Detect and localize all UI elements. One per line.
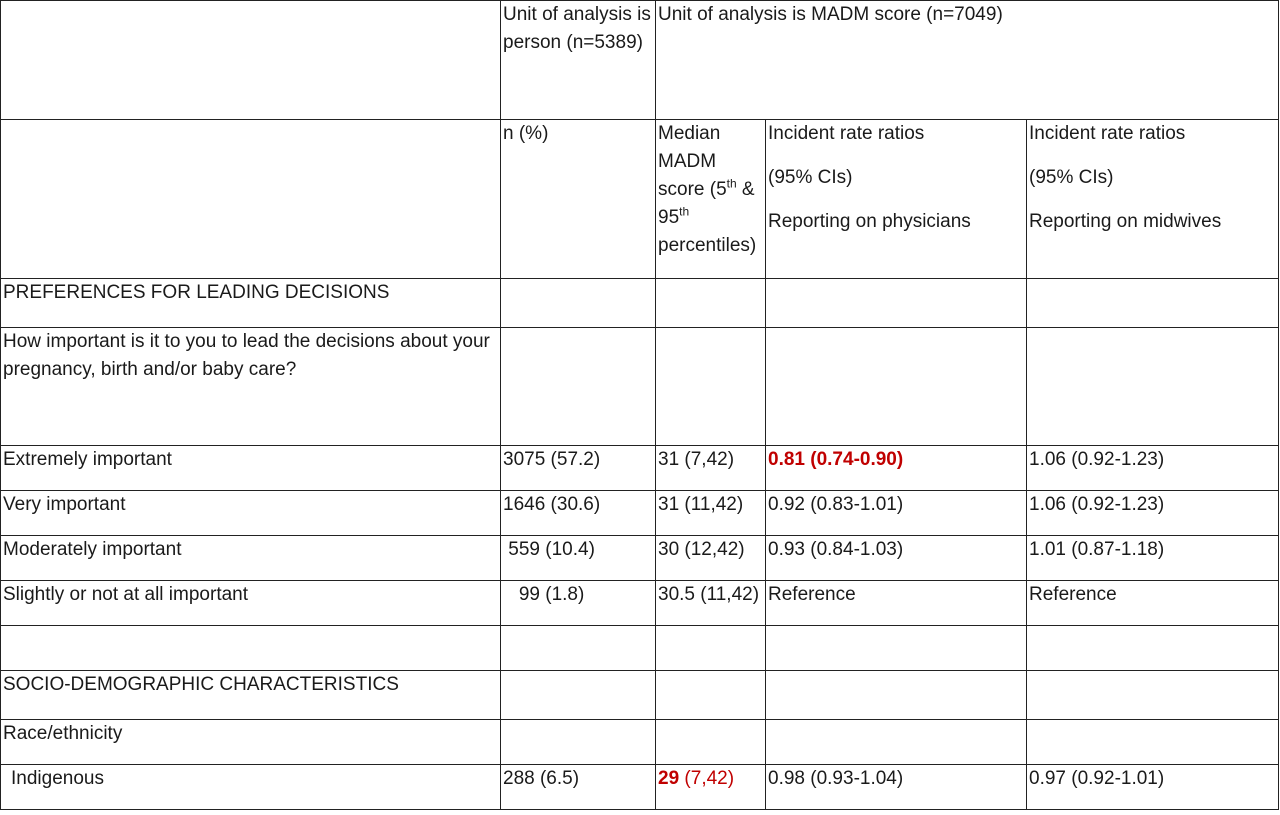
unit-person-header [501,1,656,120]
empty-cell [1027,671,1279,720]
ci-label: (95% CIs) [1029,167,1114,188]
row-label: Indigenous [1,765,501,810]
median-range: (7,42) [679,768,735,789]
empty-cell [766,279,1027,328]
row-midwives-irr: 1.01 (0.87-1.18) [1027,536,1279,581]
section-preferences: PREFERENCES FOR LEADING DECISIONS [1,279,501,328]
irr-label: Incident rate ratios [768,123,925,144]
median-sup-2: th [679,204,690,219]
table-row [1,536,1279,581]
ci-label: (95% CIs) [768,167,853,188]
irr-physicians-header [766,120,1027,279]
header-row-2 [1,120,1279,279]
row-n: 3075 (57.2) [501,446,656,491]
empty-cell [1027,626,1279,671]
median-text-b: & 95 [658,179,755,228]
section-row [1,279,1279,328]
spacer-row [1,626,1279,671]
empty-header-cell [1,120,501,279]
empty-cell [656,328,766,446]
unit-madm-header [656,1,1279,120]
empty-cell [656,720,766,765]
question-text: How important is it to you to lead the decisions about your pregnancy, birth and/or baby care? [1,328,501,446]
empty-cell [656,279,766,328]
empty-cell [656,671,766,720]
row-label: Moderately important [1,536,501,581]
row-physicians-irr: 0.81 (0.74-0.90) [766,446,1027,491]
median-text-c: percentiles) [658,235,757,256]
empty-cell [501,671,656,720]
table-row [1,765,1279,810]
unit-person-text: Unit of analysis is person (n=5389) [503,4,651,53]
empty-cell [1,626,501,671]
row-physicians-irr: 0.92 (0.83-1.01) [766,491,1027,536]
row-median: 30 (12,42) [656,536,766,581]
empty-cell [1027,720,1279,765]
row-label: Extremely important [1,446,501,491]
irr-midwives-header [1027,120,1279,279]
section-row [1,671,1279,720]
midwives-label: Reporting on midwives [1029,211,1222,232]
empty-cell [1027,328,1279,446]
row-median: 31 (11,42) [656,491,766,536]
median-text-a: Median MADM score (5 [658,123,727,200]
median-header [656,120,766,279]
row-n: 288 (6.5) [501,765,656,810]
empty-cell [501,626,656,671]
subsection-row [1,720,1279,765]
row-physicians-irr: 0.93 (0.84-1.03) [766,536,1027,581]
empty-cell [501,720,656,765]
table-row [1,491,1279,536]
empty-cell [766,720,1027,765]
table-row [1,581,1279,626]
row-median: 30.5 (11,42) [656,581,766,626]
row-midwives-irr: Reference [1027,581,1279,626]
empty-cell [1027,279,1279,328]
row-midwives-irr: 0.97 (0.92-1.01) [1027,765,1279,810]
physicians-label: Reporting on physicians [768,211,971,232]
corner-cell [1,1,501,120]
row-label: Very important [1,491,501,536]
row-median [656,765,766,810]
empty-cell [656,626,766,671]
row-n: 559 (10.4) [501,536,656,581]
header-row-1 [1,1,1279,120]
empty-cell [766,671,1027,720]
table-row [1,446,1279,491]
empty-cell [501,328,656,446]
row-midwives-irr: 1.06 (0.92-1.23) [1027,491,1279,536]
empty-cell [766,328,1027,446]
row-midwives-irr: 1.06 (0.92-1.23) [1027,446,1279,491]
question-row [1,328,1279,446]
subsection-race: Race/ethnicity [1,720,501,765]
empty-cell [501,279,656,328]
row-physicians-irr: Reference [766,581,1027,626]
row-label: Slightly or not at all important [1,581,501,626]
section-socio-demographic: SOCIO-DEMOGRAPHIC CHARACTERISTICS [1,671,501,720]
row-n: 1646 (30.6) [501,491,656,536]
row-n: 99 (1.8) [501,581,656,626]
median-value-bold: 29 [658,768,680,789]
unit-madm-text: Unit of analysis is MADM score (n=7049) [658,4,1003,25]
irr-label: Incident rate ratios [1029,123,1186,144]
median-sup-1: th [726,176,737,191]
empty-cell [766,626,1027,671]
row-median: 31 (7,42) [656,446,766,491]
row-physicians-irr: 0.98 (0.93-1.04) [766,765,1027,810]
n-pct-header [501,120,656,279]
n-pct-text: n (%) [503,123,549,144]
